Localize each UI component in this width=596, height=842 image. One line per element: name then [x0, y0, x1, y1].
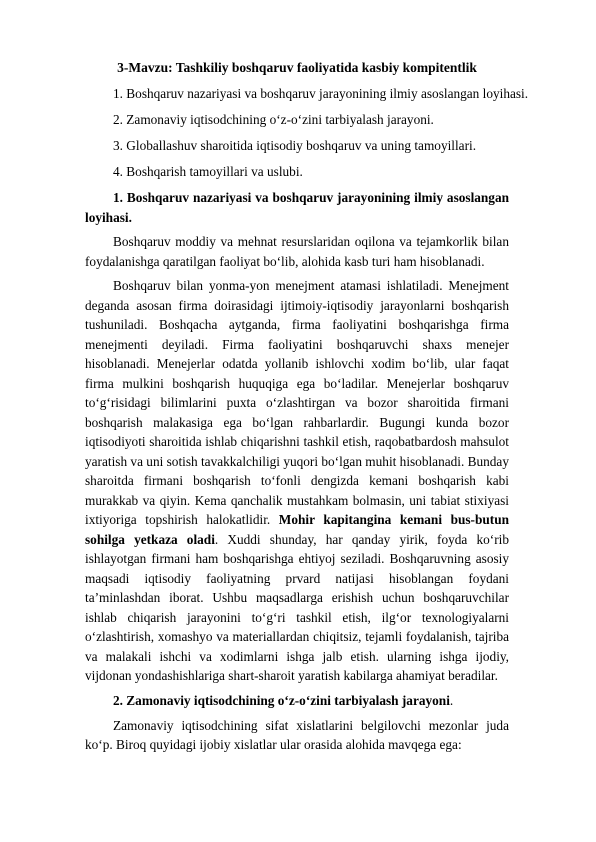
section-1-paragraph-1: Boshqaruv moddiy va mehnat resurslaridan oqilona va tejamkorlik bilan foydalanishga qaratilgan faoliyat bo‘lib, alohida kasb turi ham hisoblanadi. — [85, 234, 509, 269]
document-page — [85, 58, 529, 760]
section-1-paragraph-2 — [85, 276, 509, 686]
plan-item: 3. Globallashuv sharoitida iqtisodiy boshqaruv va uning tamoyillari. — [113, 138, 477, 153]
section-2-heading-text: 2. Zamonaviy iqtisodchining o‘z-o‘zini tarbiyalash jarayoni — [113, 692, 450, 708]
paragraph-text: Boshqaruv bilan yonma-yon menejment atamasi ishlatiladi. Menejment deganda asosan firma doirasidagi ijtimoiy-iqtisodiy jarayonlarni boshqarish tushuniladi. Boshqacha aytganda, firma faoliyatini boshqarishga firma menejmenti deyiladi. Firma faoliyatini boshqaruvchi shaxs menejer hisoblanadi. Menejerlar odatda yollanib ishlovchi xodim bo‘lib, ular faqat firma mulkini boshqarish huquqiga ega bo‘ladilar. Menejerlar boshqaruv to‘g‘risidagi bilimlarini puxta o‘zlashtirgan va bozor sharoitida firmani boshqarish malakasiga ega bo‘lgan rahbarlardir. Bugungi kunda bozor iqtisodiyoti sharoitida ishlab chiqarishni tashkil etish, raqobatbardosh mahsulot yaratish va uni sotish tavakkalchiligi yuqori bo‘lgan muhit hisoblanadi. Bunday sharoitda firmani boshqarish to‘fonli dengizda kemani boshqarish kabi murakkab va qiyin. Kema qanchalik mustahkam bolmasin, uni tabiat stixiyasi ixtiyoriga topshirish halokatlidir. — [85, 278, 509, 527]
document-title: 3-Mavzu: Tashkiliy boshqaruv faoliyatida kasbiy kompitentlik — [117, 60, 477, 75]
topic-plan-list — [85, 84, 529, 182]
heading-period: . — [449, 692, 454, 708]
section-1-heading: 1. Boshqaruv nazariyasi va boshqaruv jarayonining ilmiy asoslangan loyihasi. — [85, 190, 509, 225]
paragraph-text: . Xuddi shunday, har qanday yirik, foyda ko‘rib ishlayotgan firmani ham boshqarishga ehtiyoj seziladi. Boshqaruvning asosiy maqsadi iqtisodiy faoliyatning prvard natijasi hisoblangan foydani ta’minlashdan iborat. Ushbu maqsadlarga erishish uchun boshqaruvchilar ishlab chiqarish jarayonini to‘g‘ri tashkil etish, ilg‘or texnologiyalarni o‘zlashtirish, xomashyo va materiallardan chiqitsiz, tejamli foydalanish, tajriba va malakali ishchi va xodimlarni ishga jalb etish. ularning ishga ijodiy, vijdonan yondashishlariga shart-sharoit yaratish kabilarga ahamiyat beradilar. — [85, 531, 509, 683]
bold-phrase: Mohir kapitangina kemani bus-butun sohilga yetkaza oladi — [85, 512, 509, 547]
plan-item: 2. Zamonaviy iqtisodchining o‘z-o‘zini tarbiyalash jarayoni. — [113, 112, 434, 127]
section-2-heading — [85, 691, 509, 711]
section-2-paragraph-1: Zamonaviy iqtisodchining sifat xislatlarini belgilovchi mezonlar juda ko‘p. Biroq quyidagi ijobiy xislatlar ular orasida alohida mavqega ega: — [85, 717, 509, 752]
plan-item: 1. Boshqaruv nazariyasi va boshqaruv jarayonining ilmiy asoslangan loyihasi. — [113, 86, 529, 101]
plan-item: 4. Boshqarish tamoyillari va uslubi. — [113, 164, 303, 179]
